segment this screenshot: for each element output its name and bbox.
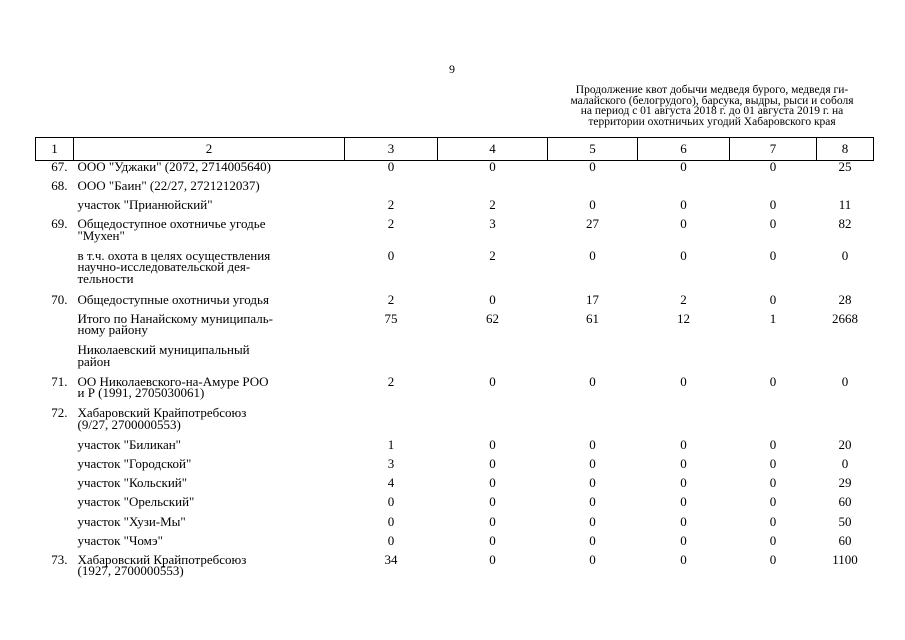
quota-value-col-5: 0 (589, 455, 596, 471)
row-number (36, 250, 74, 294)
quota-value-col-5: 61 (586, 310, 599, 326)
quota-value-col-7: 0 (769, 196, 777, 212)
name-line: Общедоступные охотничьи угодья (77, 291, 269, 307)
quota-value-col-8: 29 (838, 475, 852, 491)
column-header: 2 (74, 138, 345, 161)
quota-value-col-3: 3 (387, 455, 395, 471)
quota-value-col-4 (438, 407, 548, 439)
table-row (36, 554, 874, 586)
quota-value-col-5: 0 (589, 551, 596, 567)
quota-value-col-5: 0 (589, 436, 596, 452)
quota-value-col-6: 0 (680, 532, 687, 548)
quota-value-col-3 (345, 344, 438, 376)
name-line: участок "Прианюйский" (77, 196, 213, 212)
hunting-ground-name (74, 532, 345, 554)
column-header: 4 (438, 138, 548, 161)
table-row (36, 376, 874, 408)
quota-value-col-5: 27 (586, 216, 599, 232)
row-number (36, 477, 74, 496)
name-line: район (77, 353, 111, 369)
quota-value-col-6 (638, 407, 730, 439)
quota-value-col-3 (345, 407, 438, 439)
name-line: Общедоступное охотничье угодье (77, 216, 266, 232)
quota-value-col-3: 2 (387, 291, 395, 307)
name-line: (1927, 2700000553) (77, 563, 184, 579)
table-header-row (36, 138, 874, 161)
quota-value-col-8: 50 (838, 513, 852, 529)
quota-value-col-5: 0 (589, 159, 596, 174)
quota-value-col-4: 2 (489, 247, 496, 263)
hunting-ground-name (74, 373, 345, 408)
quota-value-col-4: 0 (489, 373, 496, 389)
row-number (36, 313, 74, 345)
quota-value-col-5 (548, 344, 638, 376)
hunting-ground-name (74, 161, 345, 180)
quota-value-col-4: 0 (489, 291, 496, 307)
quota-value-col-5: 0 (589, 494, 596, 510)
quota-value-col-7 (730, 180, 817, 199)
quota-value-col-7: 0 (769, 551, 777, 567)
quota-value-col-7 (730, 344, 817, 376)
quota-value-col-7: 0 (769, 513, 777, 529)
quota-value-col-6: 0 (680, 373, 687, 389)
name-line: Хабаровский Крайпотребсоюз (77, 551, 247, 567)
quota-value-col-3: 0 (387, 532, 395, 548)
row-number: 69. (51, 216, 68, 232)
quota-value-col-4: 0 (489, 494, 496, 510)
hunting-ground-name (74, 551, 345, 586)
quota-value-col-8: 25 (838, 159, 852, 174)
quota-value-col-5 (548, 407, 638, 439)
quota-value-col-5: 0 (589, 196, 596, 212)
name-line: и Р (1991, 2705030061) (77, 385, 205, 401)
quota-value-col-4: 0 (489, 532, 496, 548)
quota-value-col-3: 75 (384, 310, 398, 326)
quota-value-col-8: 0 (841, 247, 849, 263)
row-number (36, 535, 74, 554)
quota-value-col-7: 0 (769, 216, 777, 232)
name-line: Итого по Нанайскому муниципаль- (77, 310, 274, 326)
column-header: 5 (548, 138, 638, 161)
name-line: в т.ч. охота в целях осуществления (77, 247, 271, 263)
row-number: 71. (51, 373, 68, 389)
name-line: ОО Николаевского-на-Амуре РОО (77, 373, 269, 389)
name-line: участок "Хузи-Мы" (77, 513, 186, 529)
name-line: участок "Кольский" (77, 475, 188, 491)
hunting-ground-name (74, 407, 345, 439)
quota-value-col-5: 0 (589, 373, 596, 389)
name-line: ному району (77, 322, 148, 338)
row-number (36, 344, 74, 376)
name-line: участок "Биликан" (77, 436, 181, 452)
quota-value-col-3: 34 (384, 551, 398, 567)
quota-value-col-6: 2 (680, 291, 687, 307)
quota-value-col-3: 0 (387, 247, 395, 263)
quota-value-col-8: 0 (841, 455, 849, 471)
hunting-ground-name (74, 177, 345, 199)
quota-value-col-5: 0 (589, 475, 596, 491)
quota-value-col-3: 0 (387, 494, 395, 510)
name-line: участок "Орельский" (77, 494, 195, 510)
name-line: (9/27, 2700000553) (77, 416, 181, 432)
quota-value-col-7: 0 (769, 291, 777, 307)
quota-value-col-3: 2 (387, 216, 395, 232)
table-row (36, 516, 874, 535)
table-row (36, 344, 874, 376)
quota-value-col-6: 0 (680, 436, 687, 452)
table-row (36, 294, 874, 313)
quota-value-col-3: 0 (387, 159, 395, 174)
quota-value-col-4: 0 (489, 475, 496, 491)
quota-value-col-5: 17 (586, 291, 599, 307)
row-number: 73. (51, 551, 68, 567)
row-number: 68. (51, 177, 68, 193)
quota-value-col-4: 0 (489, 513, 496, 529)
quota-value-col-8 (817, 180, 874, 199)
quota-value-col-8: 0 (841, 373, 849, 389)
quota-value-col-8: 1100 (832, 551, 858, 567)
name-line: участок "Чомэ" (77, 532, 163, 548)
quota-value-col-4 (438, 344, 548, 376)
quota-value-col-6 (638, 180, 730, 199)
quota-value-col-7: 0 (769, 475, 777, 491)
hunting-ground-name (74, 496, 345, 515)
quota-value-col-8: 11 (838, 196, 852, 212)
column-header: 3 (345, 138, 438, 161)
quota-value-col-8: 60 (838, 532, 852, 548)
quota-value-col-3: 2 (387, 373, 395, 389)
quota-value-col-6: 0 (680, 551, 687, 567)
quota-value-col-4: 0 (489, 436, 496, 452)
quota-value-col-6: 0 (680, 196, 687, 212)
table-row (36, 496, 874, 515)
quota-value-col-3 (345, 180, 438, 199)
table-row (36, 313, 874, 345)
quota-value-col-8: 28 (838, 291, 852, 307)
quota-value-col-8: 60 (838, 494, 852, 510)
column-header: 1 (36, 138, 74, 161)
row-number: 70. (51, 291, 68, 307)
row-number (36, 496, 74, 515)
quota-value-col-6: 12 (677, 310, 690, 326)
name-line: "Мухен" (77, 227, 125, 243)
quota-value-col-4: 3 (489, 216, 496, 232)
caption-line: малайского (белогрудого), барсука, выдры, рыси и соболя (570, 94, 854, 107)
quota-value-col-3: 4 (387, 475, 395, 491)
table-row (36, 180, 874, 199)
table-body (36, 161, 874, 586)
quota-value-col-6: 0 (680, 455, 687, 471)
quota-value-col-8: 20 (838, 436, 852, 452)
quota-value-col-4 (438, 180, 548, 199)
quota-value-col-4: 0 (489, 455, 496, 471)
quota-value-col-4: 2 (489, 196, 496, 212)
table-row (36, 535, 874, 554)
table-row (36, 161, 874, 180)
name-line: научно-исследовательской дея- (77, 259, 251, 275)
table-row (36, 250, 874, 294)
quota-value-col-4: 62 (486, 310, 499, 326)
hunting-ground-name (74, 218, 345, 250)
caption-line: территории охотничьих угодий Хабаровского края (588, 115, 836, 128)
column-header: 8 (817, 138, 874, 161)
quota-value-col-8 (817, 407, 874, 439)
quota-value-col-8 (817, 344, 874, 376)
quota-value-col-3: 1 (387, 436, 395, 452)
quota-value-col-6: 0 (680, 513, 687, 529)
quota-value-col-3: 0 (387, 513, 395, 529)
name-line: участок "Городской" (77, 455, 192, 471)
quota-value-col-6: 0 (680, 216, 687, 232)
quota-value-col-7: 0 (769, 247, 777, 263)
quota-value-col-7: 0 (769, 159, 777, 174)
quota-value-col-7: 0 (769, 436, 777, 452)
quota-value-col-3: 2 (387, 196, 395, 212)
quota-table (35, 137, 874, 585)
quota-value-col-6: 0 (680, 247, 687, 263)
quota-value-col-6: 0 (680, 494, 687, 510)
page-number: 9 (449, 62, 455, 76)
row-number (36, 439, 74, 458)
name-line: ООО "Баин" (22/27, 2721212037) (77, 177, 260, 193)
table-caption (544, 85, 880, 127)
quota-value-col-5: 0 (589, 513, 596, 529)
hunting-ground-name (74, 310, 345, 345)
quota-value-col-5: 0 (589, 247, 596, 263)
name-line: Хабаровский Крайпотребсоюз (77, 405, 247, 421)
row-number (36, 516, 74, 535)
quota-value-col-6: 0 (680, 159, 687, 174)
column-header: 7 (730, 138, 817, 161)
row-number: 67. (51, 159, 68, 174)
column-header: 6 (638, 138, 730, 161)
quota-value-col-7: 0 (769, 494, 777, 510)
quota-value-col-4: 0 (489, 551, 496, 567)
caption-line: Продолжение квот добычи медведя бурого, медведя ги- (575, 84, 849, 96)
quota-value-col-7 (730, 407, 817, 439)
hunting-ground-name (74, 291, 345, 313)
row-number: 72. (51, 405, 68, 421)
table-row (36, 407, 874, 439)
row-number (36, 458, 74, 477)
quota-value-col-6: 0 (680, 475, 687, 491)
quota-value-col-7: 0 (769, 532, 777, 548)
quota-value-col-8: 82 (838, 216, 852, 232)
quota-value-col-4: 0 (489, 159, 496, 174)
caption-line: на период с 01 августа 2018 г. до 01 августа 2019 г. на (580, 105, 844, 117)
hunting-ground-name (74, 247, 345, 294)
table-row (36, 218, 874, 250)
name-line: Николаевский муниципальный (77, 342, 250, 358)
name-line: тельности (77, 270, 134, 286)
quota-value-col-6 (638, 344, 730, 376)
quota-value-col-7: 0 (769, 373, 777, 389)
quota-value-col-5 (548, 180, 638, 199)
quota-value-col-5: 0 (589, 532, 596, 548)
hunting-ground-name (74, 344, 345, 376)
quota-value-col-8: 2668 (832, 310, 858, 326)
quota-value-col-7: 0 (769, 455, 777, 471)
name-line: ООО "Уджаки" (2072, 2714005640) (77, 159, 271, 174)
hunting-ground-name (74, 513, 345, 535)
quota-value-col-7: 1 (769, 310, 777, 326)
